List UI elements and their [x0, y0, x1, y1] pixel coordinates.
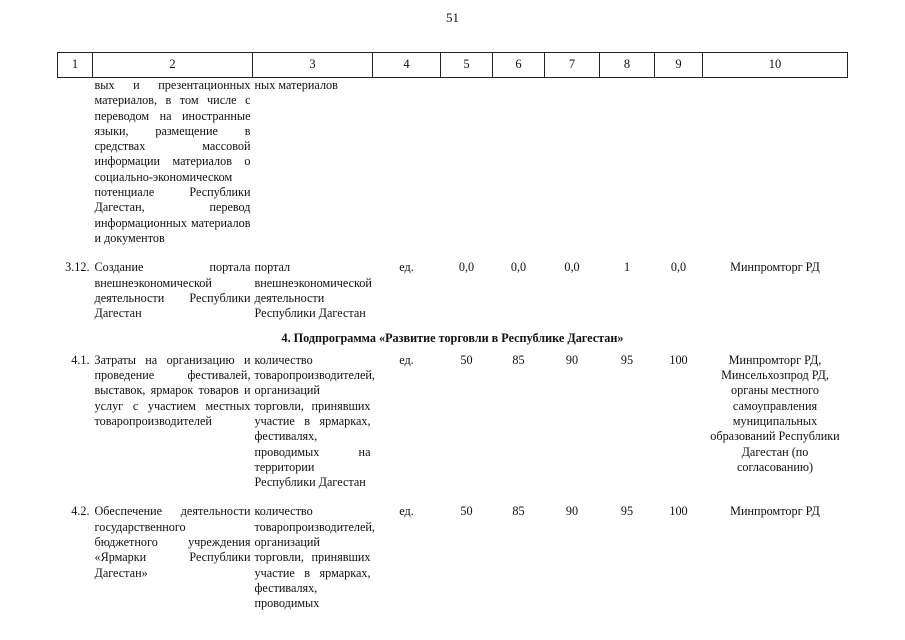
table-row: [58, 353, 848, 491]
subprogram-title: 4. Подпрограмма «Развитие торговли в Республике Дагестан»: [281, 331, 624, 346]
row-number: 4.2.: [71, 504, 90, 519]
value-col-6: 85: [512, 352, 525, 367]
header-col-8: 8: [600, 53, 655, 78]
header-col-7: 7: [545, 53, 600, 78]
indicator-text: количество товаропроизводителей, организаций торговли, принявших участие в ярмарках, фестивалях, проводимых на территории Республики Дагестан: [254, 352, 375, 490]
value-col-7: 90: [565, 504, 579, 519]
event-text: Создание портала внешнеэкономической деятельности Республики Дагестан: [94, 260, 251, 321]
indicator-text: количество товаропроизводителей, организаций торговли, принявших участие в ярмарках, фестивалях, проводимых: [254, 504, 375, 611]
responsible-text: Минпромторг РД: [730, 260, 820, 275]
value-col-8: 95: [620, 504, 634, 519]
row-number: 3.12.: [65, 260, 90, 275]
continuation-event-text: вых и презентационных материалов, в том числе с переводом на иностранные языки, размещение в средствах массовой информации материалов о социально-экономическом потенциале Республики Дагестан, перевод информационных материалов и документов: [94, 78, 251, 245]
responsible-text: Минпромторг РД: [730, 504, 820, 519]
event-text: Затраты на организацию и проведение фестивалей, выставок, ярмарок товаров и услуг с участием местных товаропроизводителей: [94, 352, 251, 428]
header-col-3: 3: [253, 53, 373, 78]
continuation-row: [58, 78, 848, 247]
event-text: Обеспечение деятельности государственного бюджетного учреждения «Ярмарки Республики Дагестан»: [94, 504, 251, 580]
responsible-text: Минпромторг РД, Минсельхозпрод РД, органы местного самоуправления муниципальных образований Республики Дагестан (по согласованию): [710, 352, 840, 474]
value-col-7: 0,0: [564, 260, 580, 275]
header-col-5: 5: [441, 53, 493, 78]
value-col-9: 100: [669, 504, 688, 519]
program-table: [57, 52, 848, 612]
page-number: 51: [446, 10, 459, 25]
value-col-6: 85: [512, 504, 525, 519]
unit: ед.: [399, 352, 414, 367]
column-number-header: [58, 53, 848, 78]
header-col-4: 4: [373, 53, 441, 78]
header-col-1: 1: [58, 53, 93, 78]
value-col-9: 100: [669, 352, 688, 367]
unit: ед.: [399, 260, 414, 275]
row-number: 4.1.: [71, 352, 90, 367]
value-col-5: 50: [460, 352, 473, 367]
header-col-2: 2: [93, 53, 253, 78]
value-col-8: 95: [620, 352, 634, 367]
indicator-text: портал внешнеэкономической деятельности Республики Дагестан: [254, 260, 372, 321]
value-col-9: 0,0: [670, 260, 687, 275]
value-col-6: 0,0: [510, 260, 527, 275]
continuation-indicator-text: ных материалов: [254, 78, 338, 92]
subprogram-heading-row: [58, 321, 848, 352]
header-col-10: 10: [703, 53, 848, 78]
header-col-6: 6: [493, 53, 545, 78]
value-col-8: 1: [623, 260, 631, 275]
value-col-7: 90: [565, 352, 579, 367]
unit: ед.: [399, 504, 414, 519]
table-row: [58, 246, 848, 321]
table-row: [58, 490, 848, 611]
value-col-5: 50: [460, 504, 473, 519]
value-col-5: 0,0: [458, 260, 475, 275]
header-col-9: 9: [655, 53, 703, 78]
